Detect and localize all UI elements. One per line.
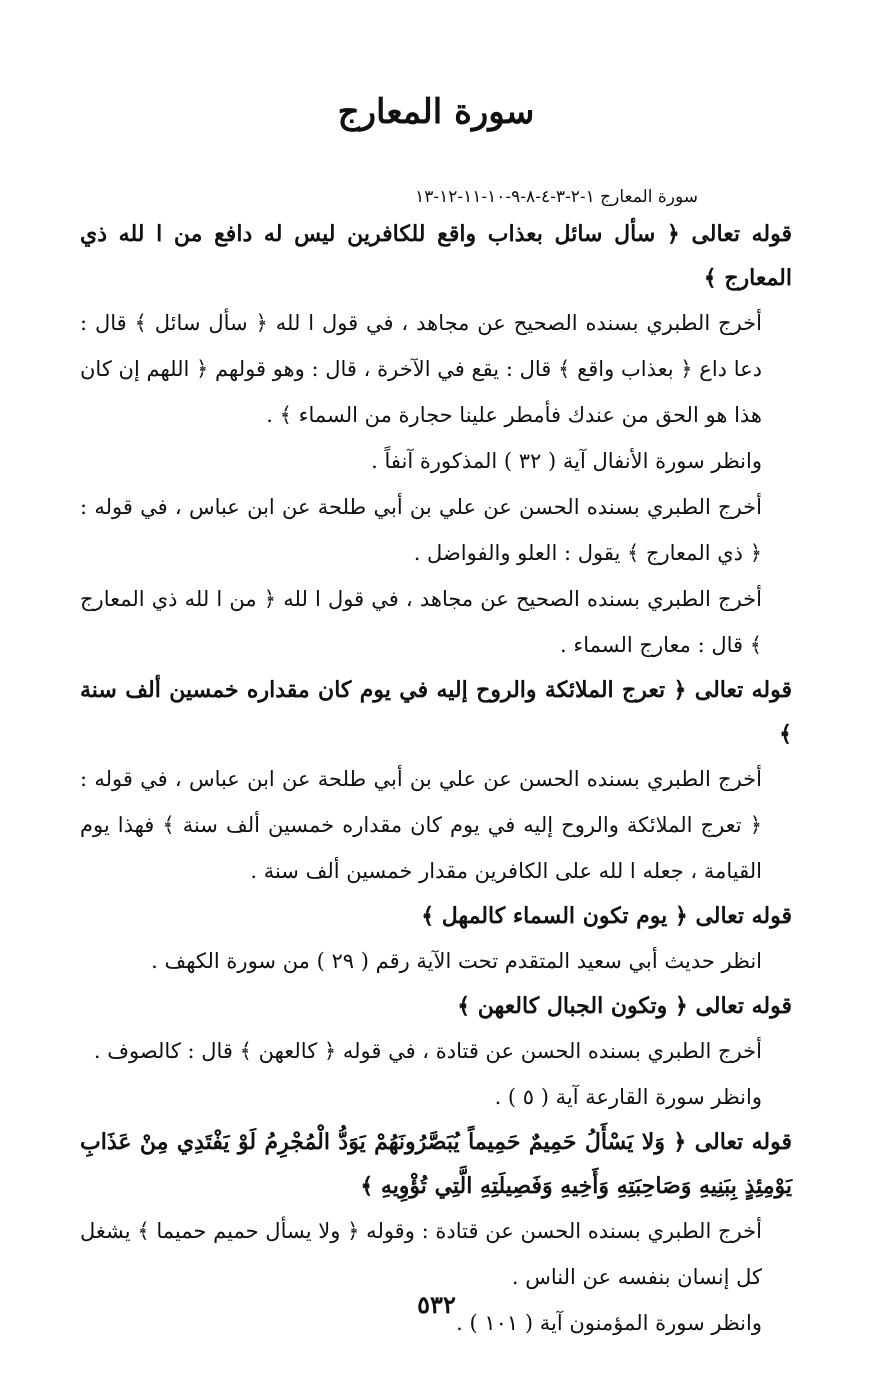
page-number: ٥٣٢ xyxy=(417,1290,456,1319)
section-heading: قوله تعالى ﴿ تعرج الملائكة والروح إليه في يوم كان مقداره خمسين ألف سنة ﴾ xyxy=(80,677,792,747)
paragraph: أخرج الطبري بسنده الحسن عن علي بن أبي طلحة عن ابن عباس ، في قوله : ﴿ تعرج الملائكة والروح إليه في يوم كان مقداره خمسين ألف سنة ﴾ فهذا يوم القيامة ، جعله ا لله على الكافرين مقدار خمسين ألف سنة . xyxy=(80,767,763,883)
verses-reference: سورة المعارج ١-٢-٣-٤-٨-٩-١٠-١١-١٢-١٣ xyxy=(415,187,698,207)
section-heading: قوله تعالى ﴿ يوم تكون السماء كالمهل ﴾ xyxy=(421,903,792,929)
section-heading: قوله تعالى ﴿ وتكون الجبال كالعهن ﴾ xyxy=(457,993,792,1019)
paragraph: انظر حديث أبي سعيد المتقدم تحت الآية رقم ( ٢٩ ) من سورة الكهف . xyxy=(151,949,762,973)
paragraph: أخرج الطبري بسنده الحسن عن علي بن أبي طلحة عن ابن عباس ، في قوله : ﴿ ذي المعارج ﴾ يقول : العلو والفواضل . xyxy=(80,495,762,565)
page-title: سورة المعارج xyxy=(337,92,535,132)
section-heading: قوله تعالى ﴿ سأل سائل بعذاب واقع للكافرين ليس له دافع من ا لله ذي المعارج ﴾ xyxy=(80,221,792,291)
paragraph: وانظر سورة القارعة آية ( ٥ ) . xyxy=(494,1085,762,1109)
page-body xyxy=(80,88,792,1338)
paragraph: أخرج الطبري بسنده الصحيح عن مجاهد ، في قول ا لله ﴿ من ا لله ذي المعارج ﴾ قال : معارج السماء . xyxy=(80,587,762,657)
section-3 xyxy=(80,894,792,984)
section-4 xyxy=(80,984,792,1120)
paragraph: وانظر سورة المؤمنون آية ( ١٠١ ) . xyxy=(456,1311,762,1335)
paragraph: أخرج الطبري بسنده الحسن عن قتادة ، في قوله ﴿ كالعهن ﴾ قال : كالصوف . xyxy=(93,1039,762,1063)
section-1 xyxy=(80,212,792,668)
section-heading: قوله تعالى ﴿ وَلا يَسْأَلُ حَمِيمٌ حَمِيماً يُبَصَّرُونَهُمْ يَوَدُّ الْمُجْرِمُ لَوْ يَفْتَدِي مِنْ عَذَابِ يَوْمِئِذٍ بِبَنِيهِ وَصَاحِبَتِهِ وَأَخِيهِ وَفَصِيلَتِهِ الَّتِي تُؤْوِيهِ ﴾ xyxy=(80,1129,792,1199)
section-2 xyxy=(80,668,792,894)
paragraph: وانظر سورة الأنفال آية ( ٣٢ ) المذكورة آنفاً . xyxy=(371,449,762,473)
paragraph: أخرج الطبري بسنده الصحيح عن مجاهد ، في قول ا لله ﴿ سأل سائل ﴾ قال : دعا داع ﴿ بعذاب واقع ﴾ قال : يقع في الآخرة ، قال : وهو قولهم ﴿ اللهم إن كان هذا هو الحق من عندك فأمطر علينا حجارة من السماء ﴾ . xyxy=(80,311,762,427)
paragraph: أخرج الطبري بسنده الحسن عن قتادة : وقوله ﴿ ولا يسأل حميم حميما ﴾ يشغل كل إنسان بنفسه عن الناس . xyxy=(80,1219,762,1289)
